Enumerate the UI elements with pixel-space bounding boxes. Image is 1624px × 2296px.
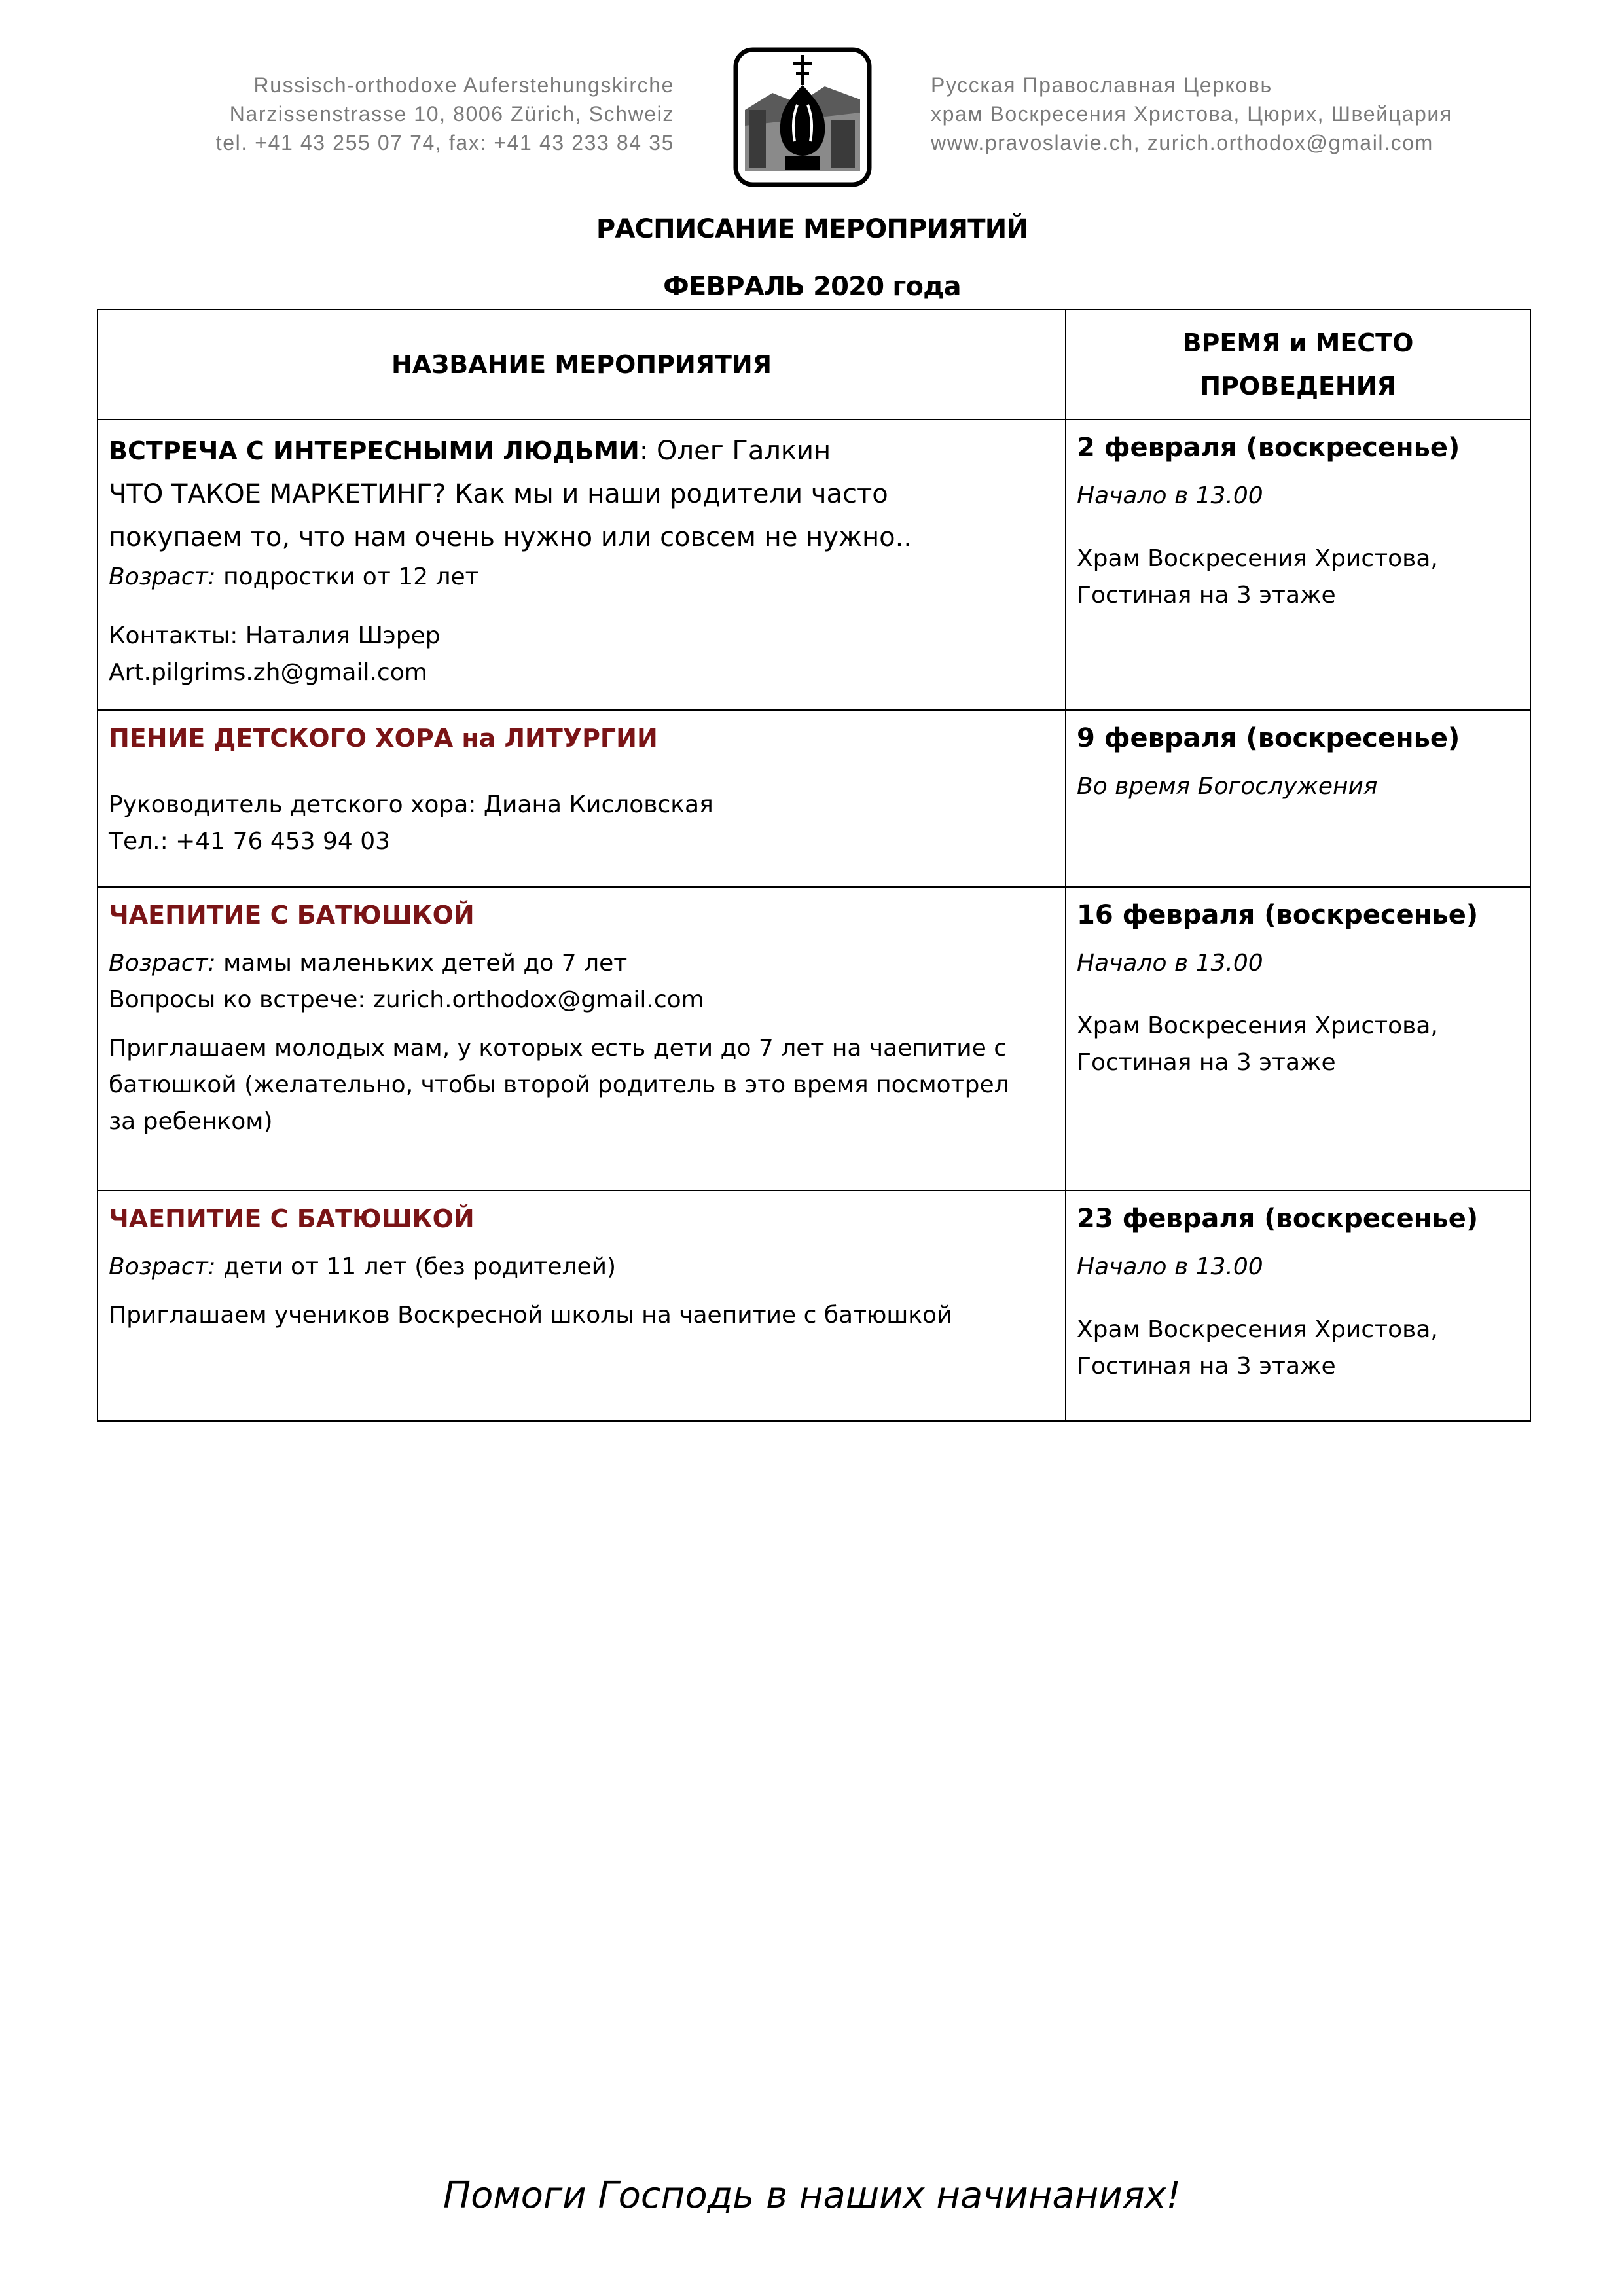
header-left-line: Narzissenstrasse 10, 8006 Zürich, Schweiz	[229, 102, 674, 126]
event-title: ЧАЕПИТИЕ С БАТЮШКОЙ	[109, 1204, 475, 1233]
column-header-event-name: НАЗВАНИЕ МЕРОПРИЯТИЯ	[98, 310, 1066, 420]
event-cell	[98, 710, 1066, 887]
event-cell	[98, 420, 1066, 710]
age-label: Возраст:	[109, 564, 216, 590]
event-contact-email: Art.pilgrims.zh@gmail.com	[109, 659, 427, 686]
footer-blessing: Помоги Господь в наших начинаниях!	[442, 2174, 1182, 2217]
event-title: ЧАЕПИТИЕ С БАТЮШКОЙ	[109, 901, 475, 929]
event-date: 9 февраля (воскресенье)	[1077, 723, 1460, 753]
event-description-line: за ребенком)	[109, 1108, 273, 1135]
age-value: дети от 11 лет (без родителей)	[215, 1253, 617, 1280]
header-left-line: Russisch-orthodoxe Auferstehungskirche	[253, 73, 674, 97]
header-right-line: храм Воскресения Христова, Цюрих, Швейцария	[931, 102, 1453, 126]
event-date: 23 февраля (воскресенье)	[1077, 1204, 1479, 1234]
event-title-rest: : Олег Галкин	[639, 436, 831, 466]
event-description-line: батюшкой (желательно, чтобы второй родитель в это время посмотрел	[109, 1071, 1009, 1098]
event-place-line: Гостиная на 3 этаже	[1077, 1353, 1336, 1380]
event-title: ПЕНИЕ ДЕТСКОГО ХОРА на ЛИТУРГИИ	[109, 724, 658, 753]
event-contact-line: Контакты: Наталия Шэрер	[109, 622, 441, 649]
column-header-time-place	[1066, 310, 1530, 420]
column-header-line: ПРОВЕДЕНИЯ	[1200, 372, 1396, 401]
event-description-line: Приглашаем молодых мам, у которых есть дети до 7 лет на чаепитие с	[109, 1035, 1007, 1062]
table-row	[98, 420, 1530, 710]
header-right-line: Русская Православная Церковь	[931, 73, 1272, 97]
time-place-cell	[1066, 887, 1530, 1191]
event-leader: Руководитель детского хора: Диана Кисловская	[109, 791, 713, 818]
age-value: мамы маленьких детей до 7 лет	[215, 950, 628, 977]
event-phone: Тел.: +41 76 453 94 03	[109, 828, 391, 855]
event-questions: Вопросы ко встрече: zurich.orthodox@gmail.com	[109, 986, 704, 1013]
column-header-line: ВРЕМЯ и МЕСТО	[1182, 329, 1414, 357]
title-line-1: РАСПИСАНИЕ МЕРОПРИЯТИЙ	[596, 214, 1028, 244]
event-age	[109, 559, 1055, 596]
header-right-line: www.pravoslavie.ch, zurich.orthodox@gmail.com	[931, 131, 1434, 154]
event-time: Начало в 13.00	[1077, 482, 1263, 509]
age-value: подростки от 12 лет	[215, 564, 479, 590]
time-place-cell	[1066, 420, 1530, 710]
age-label: Возраст:	[109, 1253, 216, 1280]
page-title	[0, 200, 1624, 315]
event-time: Во время Богослужения	[1077, 773, 1378, 800]
table-row	[98, 1191, 1530, 1421]
event-title	[109, 429, 1055, 473]
header-right-address	[931, 71, 1520, 157]
header-left-line: tel. +41 43 255 07 74, fax: +41 43 233 84 35	[215, 131, 674, 154]
age-label: Возраст:	[109, 950, 216, 977]
time-place-cell	[1066, 710, 1530, 887]
event-time: Начало в 13.00	[1077, 950, 1263, 977]
title-line-2: ФЕВРАЛЬ 2020 года	[663, 272, 961, 302]
event-place-line: Храм Воскресения Христова,	[1077, 1316, 1438, 1343]
table-row	[98, 710, 1530, 887]
event-time: Начало в 13.00	[1077, 1253, 1263, 1280]
event-age	[109, 1249, 1055, 1285]
event-date: 2 февраля (воскресенье)	[1077, 433, 1460, 463]
event-date: 16 февраля (воскресенье)	[1077, 900, 1479, 930]
event-title-bold: ВСТРЕЧА С ИНТЕРЕСНЫМИ ЛЮДЬМИ	[109, 437, 640, 465]
events-table	[97, 309, 1531, 1422]
church-logo-icon	[733, 47, 872, 187]
event-subtitle-line: ЧТО ТАКОЕ МАРКЕТИНГ? Как мы и наши родители часто	[109, 479, 888, 509]
event-description: Приглашаем учеников Воскресной школы на чаепитие с батюшкой	[109, 1302, 952, 1329]
event-place-line: Храм Воскресения Христова,	[1077, 1013, 1438, 1039]
header-left-address	[131, 71, 674, 157]
event-place-line: Гостиная на 3 этаже	[1077, 1049, 1336, 1076]
event-age	[109, 945, 1055, 982]
event-cell	[98, 1191, 1066, 1421]
event-subtitle-line: покупаем то, что нам очень нужно или совсем не нужно..	[109, 522, 912, 552]
table-header-row	[98, 310, 1530, 420]
event-place-line: Храм Воскресения Христова,	[1077, 545, 1438, 572]
event-cell	[98, 887, 1066, 1191]
table-row	[98, 887, 1530, 1191]
event-place-line: Гостиная на 3 этаже	[1077, 582, 1336, 609]
time-place-cell	[1066, 1191, 1530, 1421]
